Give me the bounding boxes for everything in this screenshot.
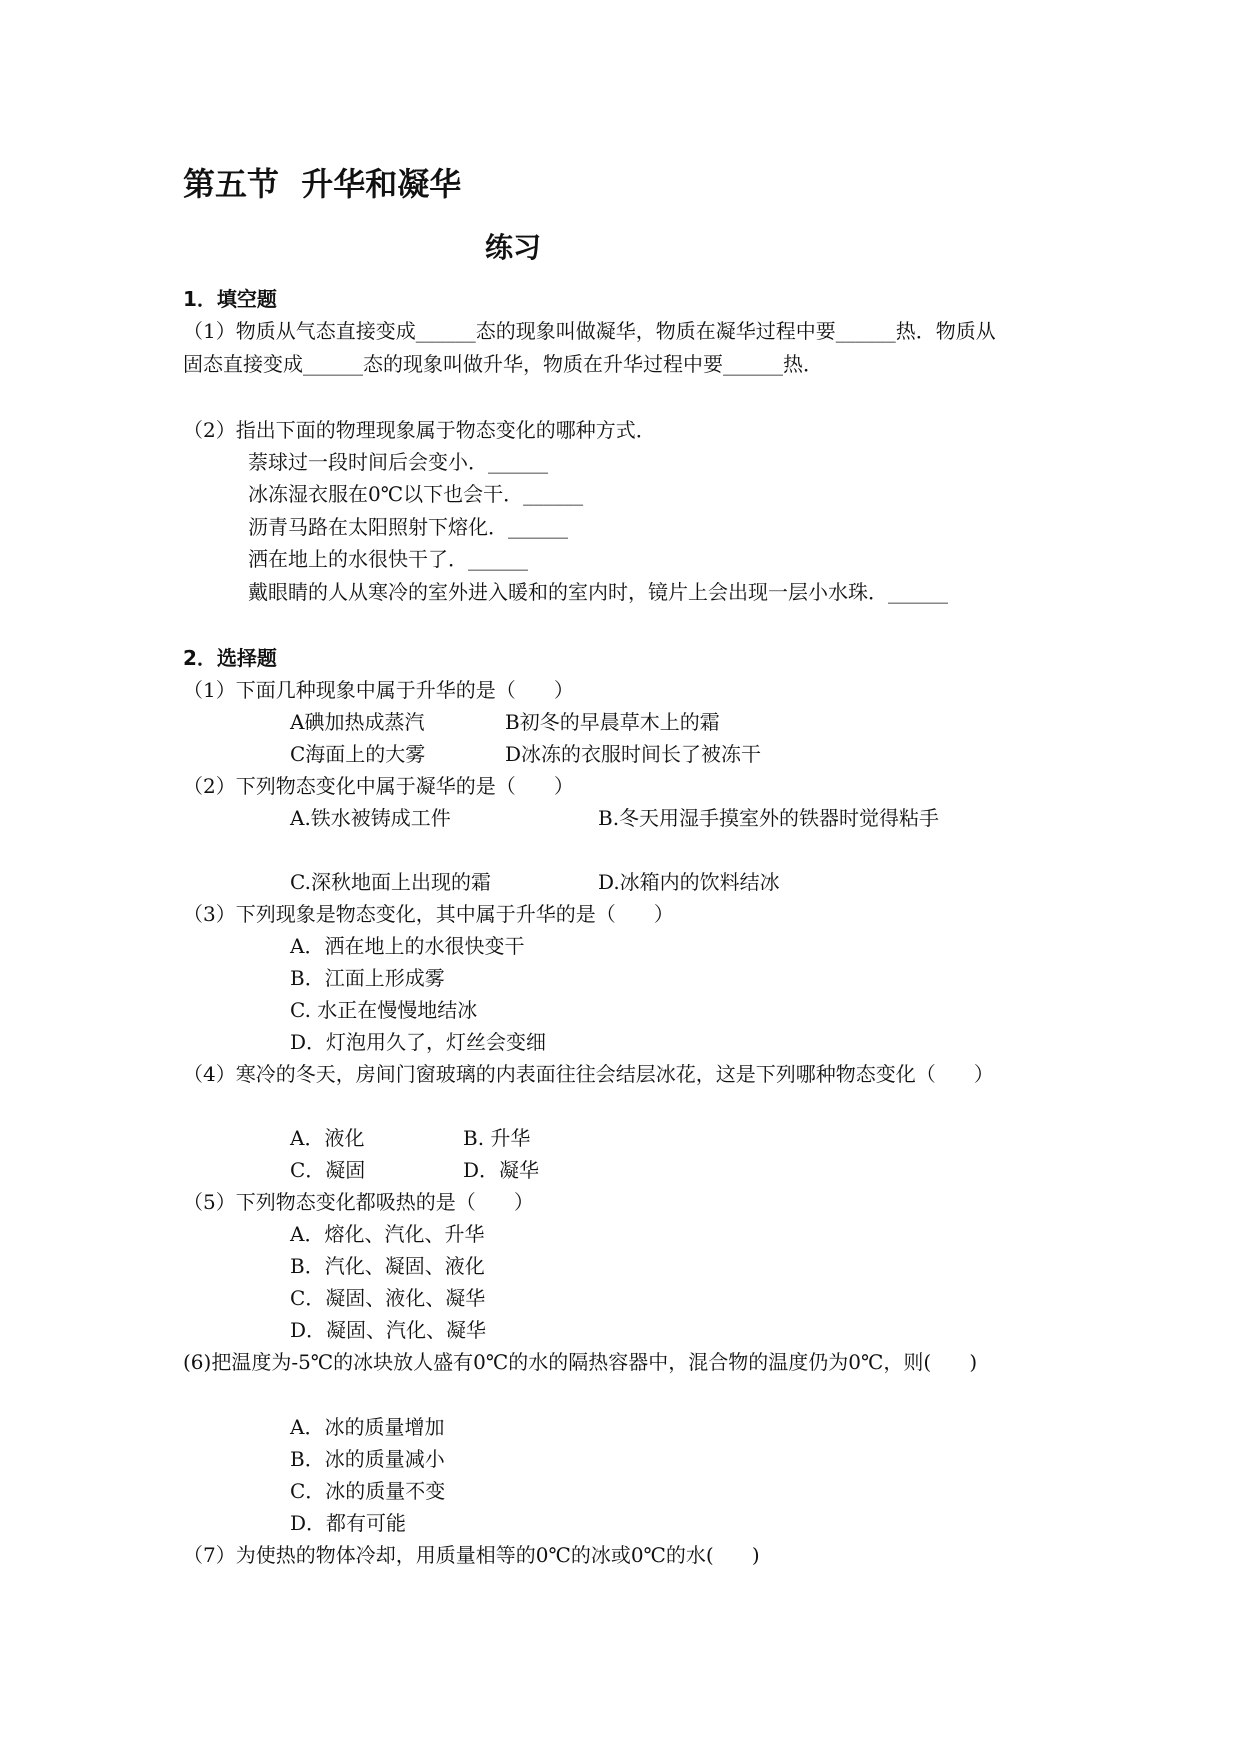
choice-q3: （3）下列现象是物态变化，其中属于升华的是（ ） — [183, 902, 674, 926]
choice-q6-option-d: D．都有可能 — [290, 1511, 407, 1535]
choice-q1-option-a: A碘加热成蒸汽 — [290, 710, 425, 734]
page-title: 第五节 升华和凝华 — [183, 165, 462, 203]
choice-q1-option-c: C海面上的大雾 — [290, 742, 426, 766]
choice-q6-option-a: A．冰的质量增加 — [290, 1415, 445, 1439]
choice-q4-option-b: B. 升华 — [463, 1126, 531, 1150]
fill-q2-item-4: 洒在地上的水很快干了．______ — [248, 547, 528, 571]
choice-q2-option-d: D.冰箱内的饮料结冰 — [598, 870, 780, 894]
choice-q6: (6)把温度为-5℃的冰块放人盛有0℃的水的隔热容器中，混合物的温度仍为0℃，则( ) — [183, 1350, 978, 1374]
choice-q4-option-a: A．液化 — [290, 1126, 365, 1150]
choice-q4: （4）寒冷的冬天，房间门窗玻璃的内表面往往会结层冰花，这是下列哪种物态变化（ ） — [183, 1062, 994, 1086]
section2-heading: 2．选择题 — [183, 646, 277, 670]
choice-q3-option-c: C. 水正在慢慢地结冰 — [290, 998, 478, 1022]
fill-q1-line1: （1）物质从气态直接变成______态的现象叫做凝华，物质在凝华过程中要______热．物质从 — [183, 319, 996, 343]
section1-heading: 1．填空题 — [183, 287, 277, 311]
choice-q5: （5）下列物态变化都吸热的是（ ） — [183, 1190, 534, 1214]
choice-q5-option-a: A．熔化、汽化、升华 — [290, 1222, 485, 1246]
fill-q2-intro: （2）指出下面的物理现象属于物态变化的哪种方式． — [183, 418, 656, 442]
choice-q1-option-d: D冰冻的衣服时间长了被冻干 — [505, 742, 762, 766]
fill-q1-line2: 固态直接变成______态的现象叫做升华，物质在升华过程中要______热． — [183, 352, 823, 376]
fill-q2-item-3: 沥青马路在太阳照射下熔化．______ — [248, 515, 568, 539]
choice-q3-option-a: A．洒在地上的水很快变干 — [290, 934, 525, 958]
choice-q6-option-b: B．冰的质量减小 — [290, 1447, 445, 1471]
choice-q2-option-b: B.冬天用湿手摸室外的铁器时觉得粘手 — [598, 806, 940, 830]
choice-q5-option-c: C．凝固、液化、凝华 — [290, 1286, 486, 1310]
choice-q6-option-c: C．冰的质量不变 — [290, 1479, 446, 1503]
choice-q1-option-b: B初冬的早晨草木上的霜 — [505, 710, 720, 734]
choice-q4-option-d: D．凝华 — [463, 1158, 540, 1182]
fill-q2-item-5: 戴眼睛的人从寒冷的室外进入暖和的室内时，镜片上会出现一层小水珠．______ — [248, 580, 948, 604]
choice-q3-option-b: B．江面上形成雾 — [290, 966, 445, 990]
choice-q7: （7）为使热的物体冷却，用质量相等的0℃的冰或0℃的水( ) — [183, 1543, 760, 1567]
fill-q2-item-2: 冰冻湿衣服在0℃以下也会干．______ — [248, 482, 584, 506]
page-subtitle: 练习 — [485, 231, 542, 264]
choice-q2-option-c: C.深秋地面上出现的霜 — [290, 870, 491, 894]
choice-q5-option-d: D．凝固、汽化、凝华 — [290, 1318, 487, 1342]
choice-q3-option-d: D．灯泡用久了，灯丝会变细 — [290, 1030, 547, 1054]
choice-q2-option-a: A.铁水被铸成工件 — [290, 806, 451, 830]
choice-q2: （2）下列物态变化中属于凝华的是（ ） — [183, 774, 574, 798]
choice-q5-option-b: B．汽化、凝固、液化 — [290, 1254, 485, 1278]
choice-q4-option-c: C．凝固 — [290, 1158, 366, 1182]
choice-q1: （1）下面几种现象中属于升华的是（ ） — [183, 678, 574, 702]
fill-q2-item-1: 萘球过一段时间后会变小．______ — [248, 450, 548, 474]
